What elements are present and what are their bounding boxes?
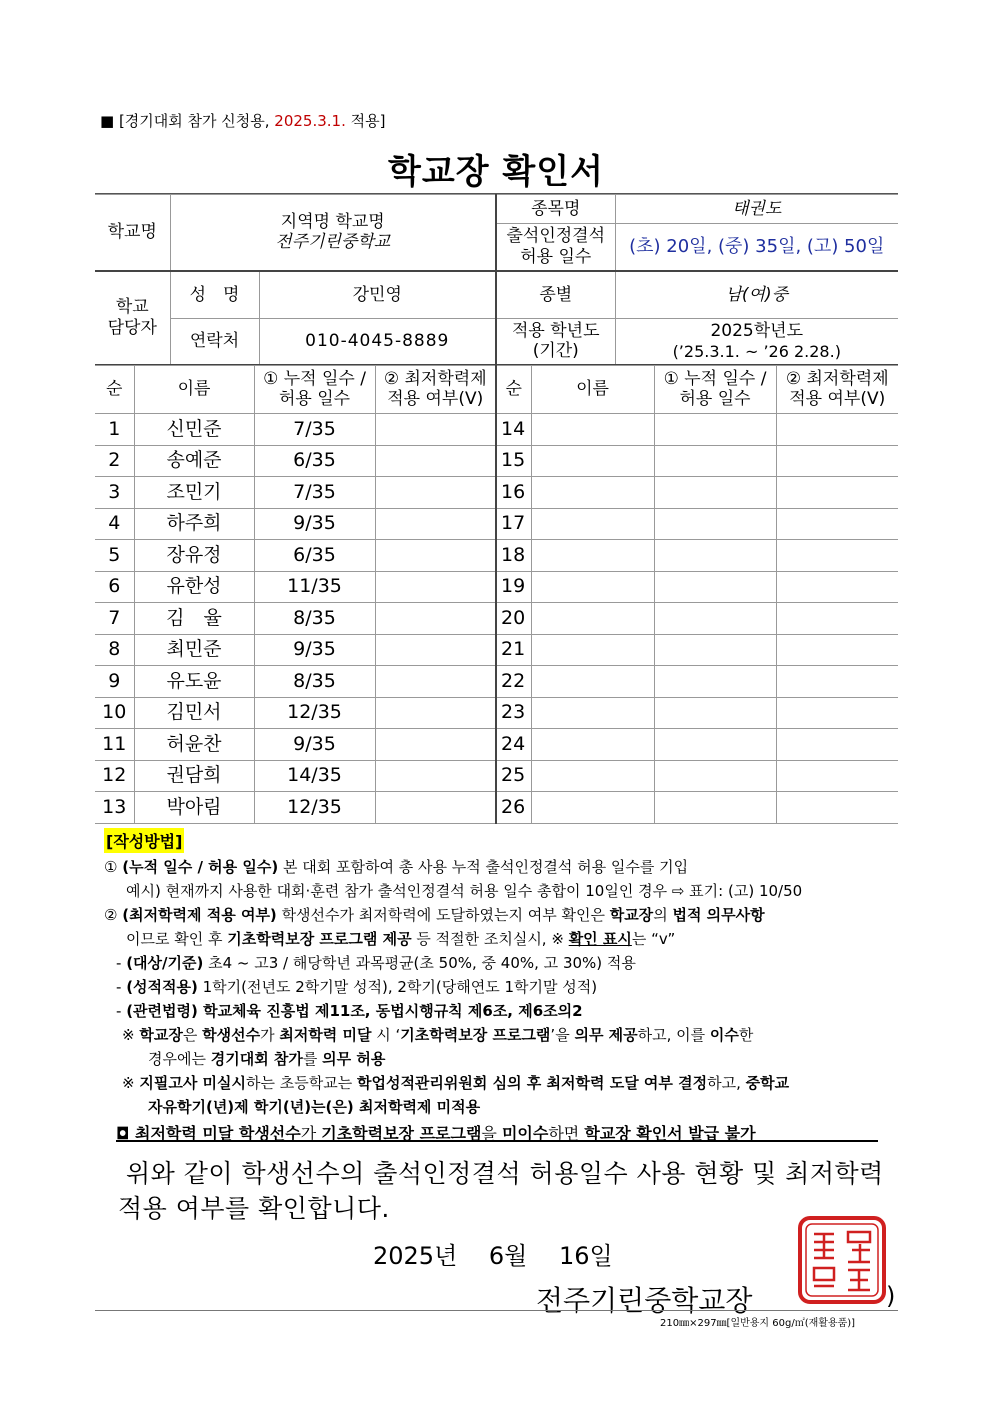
row-name: 송예준 [134, 445, 254, 477]
row-days: 9/35 [254, 634, 375, 666]
method-line-8: ※ 학교장은 학생선수가 최저학력 미달 시 ‘기초학력보장 프로그램’을 의무 제공하고, 이를 이수한 [122, 1026, 754, 1044]
col-no: 순 [95, 366, 134, 414]
row-min [375, 792, 496, 824]
row-min [375, 666, 496, 698]
row-days-right [654, 445, 776, 477]
row-no: 3 [95, 477, 134, 509]
col-min-right: ② 최저학력제 적용 여부(V) [776, 366, 898, 414]
confirm-line-2: 적용 여부를 확인합니다. [118, 1194, 390, 1223]
row-min-right [776, 697, 898, 729]
row-days: 12/35 [254, 697, 375, 729]
table-row [95, 540, 898, 572]
row-min [375, 477, 496, 509]
row-min [375, 729, 496, 761]
row-no: 5 [95, 540, 134, 572]
row-name: 유한성 [134, 571, 254, 603]
table-row [95, 445, 898, 477]
row-no-right: 26 [496, 792, 531, 824]
row-days-right [654, 634, 776, 666]
contact-label: 연락처 [170, 319, 259, 365]
row-days-right [654, 666, 776, 698]
table-row [95, 792, 898, 824]
footer-divider [95, 1310, 898, 1311]
method-divider [116, 1140, 878, 1142]
row-days-right [654, 603, 776, 635]
seal-paren: ) [886, 1282, 896, 1310]
sport-value: 태권도 [615, 195, 898, 224]
method-line-6: - (성적적용) 1학기(전년도 2학기말 성적), 2학기(당해연도 1학기말 성적) [116, 978, 598, 996]
name-label: 성 명 [170, 271, 259, 319]
row-no: 7 [95, 603, 134, 635]
allow-value: (초) 20일, (중) 35일, (고) 50일 [615, 224, 898, 271]
principal-name: 전주기린중학교장 [536, 1284, 753, 1317]
row-no-right: 16 [496, 477, 531, 509]
row-days: 8/35 [254, 603, 375, 635]
row-days: 9/35 [254, 508, 375, 540]
row-name: 장유정 [134, 540, 254, 572]
row-min [375, 571, 496, 603]
row-no-right: 20 [496, 603, 531, 635]
table-row [95, 634, 898, 666]
col-name: 이름 [134, 366, 254, 414]
row-min [375, 634, 496, 666]
row-no-right: 15 [496, 445, 531, 477]
row-name-right [531, 571, 654, 603]
row-min [375, 697, 496, 729]
school-label: 학교명 [95, 195, 170, 271]
row-min-right [776, 540, 898, 572]
issue-date: 2025년 6월 16일 [373, 1242, 613, 1270]
row-min-right [776, 508, 898, 540]
col-name-right: 이름 [531, 366, 654, 414]
staff-label: 학교 담당자 [95, 271, 170, 365]
row-min-right [776, 414, 898, 446]
row-name-right [531, 666, 654, 698]
row-min-right [776, 792, 898, 824]
row-days-right [654, 540, 776, 572]
row-no: 2 [95, 445, 134, 477]
col-days: ① 누적 일수 / 허용 일수 [254, 366, 375, 414]
row-no: 12 [95, 760, 134, 792]
sport-label: 종목명 [496, 195, 615, 224]
table-row [95, 697, 898, 729]
header-note: ■ [경기대회 참가 신청용, 2025.3.1. 적용] [100, 112, 386, 130]
year-value: 2025학년도 (’25.3.1. ~ ’26 2.28.) [615, 319, 898, 365]
row-min-right [776, 477, 898, 509]
row-no-right: 25 [496, 760, 531, 792]
school-name: 전주기린중학교 [275, 232, 391, 253]
row-min-right [776, 634, 898, 666]
method-line-5: - (대상/기준) 초4 ~ 고3 / 해당학년 과목평균(초 50%, 중 40%, 고 30%) 적용 [116, 954, 636, 972]
row-name: 김민서 [134, 697, 254, 729]
method-line-4: 이므로 확인 후 기초학력보장 프로그램 제공 등 적절한 조치실시, ※ 확인 표시는 “v” [126, 930, 676, 948]
contact-value: 010-4045-8889 [259, 319, 496, 365]
paper-spec: 210㎜×297㎜[일반용지 60g/㎡(재활용품)] [660, 1318, 856, 1329]
row-no: 6 [95, 571, 134, 603]
row-name-right [531, 477, 654, 509]
row-days-right [654, 729, 776, 761]
row-days: 6/35 [254, 540, 375, 572]
row-no-right: 23 [496, 697, 531, 729]
method-line-1: ① (누적 일수 / 허용 일수) 본 대회 포함하여 총 사용 누적 출석인정결석 허용 일수를 기입 [104, 858, 689, 876]
row-no-right: 17 [496, 508, 531, 540]
row-min-right [776, 445, 898, 477]
row-days: 8/35 [254, 666, 375, 698]
row-days-right [654, 414, 776, 446]
row-days: 7/35 [254, 414, 375, 446]
method-line-9: 경우에는 경기대회 참가를 의무 허용 [148, 1050, 386, 1068]
row-days: 7/35 [254, 477, 375, 509]
row-min [375, 414, 496, 446]
type-label: 종별 [496, 271, 615, 319]
table-row [95, 571, 898, 603]
row-min-right [776, 760, 898, 792]
table-row [95, 603, 898, 635]
row-name-right [531, 603, 654, 635]
row-no-right: 14 [496, 414, 531, 446]
type-value: 남(여)중 [615, 271, 898, 319]
method-line-10: ※ 지필고사 미실시하는 초등학교는 학업성적관리위원회 심의 후 최저학력 도달 여부 결정하고, 중학교 [122, 1074, 790, 1092]
row-no: 1 [95, 414, 134, 446]
row-no-right: 21 [496, 634, 531, 666]
row-days: 11/35 [254, 571, 375, 603]
row-no-right: 18 [496, 540, 531, 572]
row-days: 6/35 [254, 445, 375, 477]
method-line-12: ◘ 최저학력 미달 학생선수가 기초학력보장 프로그램을 미이수하면 학교장 확인서 발급 불가 [116, 1124, 756, 1143]
row-days-right [654, 477, 776, 509]
row-name-right [531, 792, 654, 824]
row-name-right [531, 445, 654, 477]
row-min-right [776, 571, 898, 603]
row-name: 권담희 [134, 760, 254, 792]
row-no: 8 [95, 634, 134, 666]
table-row [95, 666, 898, 698]
table-row [95, 729, 898, 761]
row-name: 허윤찬 [134, 729, 254, 761]
row-name-right [531, 760, 654, 792]
row-name-right [531, 697, 654, 729]
official-seal-icon [796, 1214, 888, 1306]
name-value: 강민영 [259, 271, 496, 319]
row-name: 하주희 [134, 508, 254, 540]
row-min-right [776, 729, 898, 761]
confirm-line-1: 위와 같이 학생선수의 출석인정결석 허용일수 사용 현황 및 최저학력 [126, 1159, 884, 1188]
row-no: 13 [95, 792, 134, 824]
method-line-3: ② (최저학력제 적용 여부) 학생선수가 최저학력에 도달하였는지 여부 확인은 학교장의 법적 의무사항 [104, 906, 765, 924]
school-hint: 지역명 학교명 [280, 211, 385, 232]
row-no: 10 [95, 697, 134, 729]
row-name-right [531, 414, 654, 446]
row-name: 김 율 [134, 603, 254, 635]
row-days-right [654, 508, 776, 540]
row-min [375, 603, 496, 635]
row-name: 최민준 [134, 634, 254, 666]
col-no-right: 순 [496, 366, 531, 414]
method-title: [작성방법] [104, 828, 184, 853]
col-min: ② 최저학력제 적용 여부(V) [375, 366, 496, 414]
row-no-right: 24 [496, 729, 531, 761]
col-days-right: ① 누적 일수 / 허용 일수 [654, 366, 776, 414]
table-row [95, 760, 898, 792]
row-no: 11 [95, 729, 134, 761]
year-label: 적용 학년도 (기간) [496, 319, 615, 365]
row-min-right [776, 603, 898, 635]
row-min [375, 445, 496, 477]
row-name-right [531, 729, 654, 761]
row-days: 14/35 [254, 760, 375, 792]
table-row [95, 414, 898, 446]
roster-table [95, 365, 898, 824]
row-name: 신민준 [134, 414, 254, 446]
row-min [375, 540, 496, 572]
row-days-right [654, 792, 776, 824]
row-no-right: 22 [496, 666, 531, 698]
row-min-right [776, 666, 898, 698]
row-name: 조민기 [134, 477, 254, 509]
row-name: 박아림 [134, 792, 254, 824]
row-min [375, 760, 496, 792]
row-days-right [654, 697, 776, 729]
row-name-right [531, 634, 654, 666]
document-title: 학교장 확인서 [388, 152, 604, 192]
allow-label: 출석인정결석 허용 일수 [496, 224, 615, 271]
row-no-right: 19 [496, 571, 531, 603]
table-row [95, 477, 898, 509]
row-name-right [531, 540, 654, 572]
roster-header [95, 366, 898, 414]
row-days-right [654, 760, 776, 792]
row-name: 유도윤 [134, 666, 254, 698]
method-line-7: - (관련법령) 학교체육 진흥법 제11조, 동법시행규칙 제6조, 제6조의2 [116, 1002, 583, 1020]
row-days: 9/35 [254, 729, 375, 761]
school-cell [170, 195, 496, 271]
row-no: 9 [95, 666, 134, 698]
row-min [375, 508, 496, 540]
info-table [95, 194, 898, 366]
method-line-2: 예시) 현재까지 사용한 대회·훈련 참가 출석인정결석 허용 일수 총합이 10일인 경우 ⇨ 표기: (고) 10/50 [126, 882, 803, 900]
row-name-right [531, 508, 654, 540]
table-row [95, 508, 898, 540]
row-days-right [654, 571, 776, 603]
row-no: 4 [95, 508, 134, 540]
row-days: 12/35 [254, 792, 375, 824]
method-line-11: 자유학기(년)제 학기(년)는(은) 최저학력제 미적용 [148, 1098, 481, 1116]
